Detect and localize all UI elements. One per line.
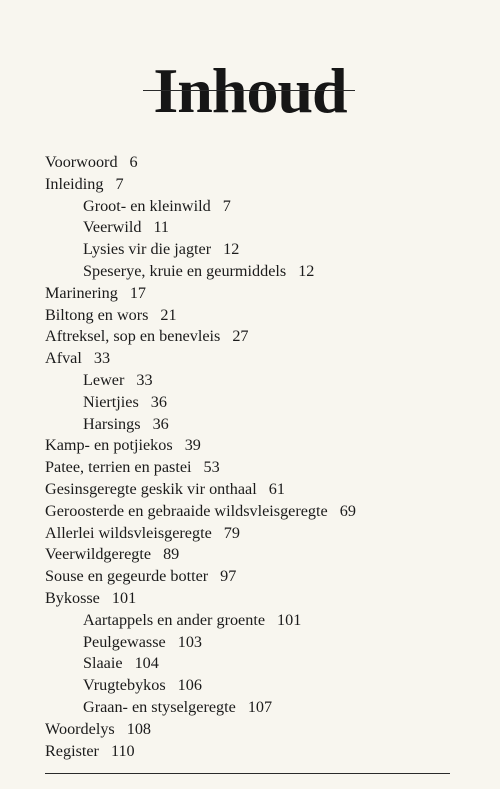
toc-entry-page-number: 17 — [129, 283, 147, 302]
toc-entry-page-number: 53 — [203, 458, 220, 477]
toc-entry-title: Inleiding — [45, 174, 104, 193]
toc-entry-title: Souse en gegeurde botter — [45, 567, 209, 586]
toc-entry — [45, 283, 485, 305]
toc-entry — [45, 544, 485, 566]
toc-entry-page-number: 12 — [298, 261, 315, 280]
toc-entry — [45, 675, 485, 697]
title-underline — [143, 90, 355, 91]
toc-entry-page-number: 27 — [232, 327, 249, 346]
toc-entry-page-number: 61 — [268, 479, 285, 498]
page-title: Inhoud — [153, 54, 347, 126]
toc-entry — [45, 435, 485, 457]
toc-entry-title: Aartappels en ander groente — [83, 610, 266, 629]
toc-entry-page-number: 21 — [160, 305, 177, 324]
toc-entry — [45, 457, 485, 479]
toc-entry-title: Graan- en styselgeregte — [83, 697, 236, 716]
toc-entry-title: Patee, terrien en pastei — [45, 458, 192, 477]
toc-entry — [45, 174, 485, 196]
toc-entry — [45, 653, 485, 675]
table-of-contents — [45, 152, 485, 762]
toc-entry — [45, 217, 485, 239]
toc-entry-page-number: 11 — [153, 218, 170, 237]
toc-entry-title: Register — [45, 741, 99, 760]
toc-entry-page-number: 106 — [177, 676, 202, 695]
toc-entry-page-number: 103 — [177, 632, 202, 651]
toc-entry-page-number: 107 — [247, 697, 273, 716]
toc-entry — [45, 741, 485, 763]
toc-entry — [45, 697, 485, 719]
toc-entry-title: Biltong en wors — [45, 305, 149, 324]
toc-entry-title: Groot- en kleinwild — [83, 196, 211, 215]
toc-entry — [45, 261, 485, 283]
toc-entry-page-number: 33 — [136, 370, 153, 389]
toc-entry-page-number: 6 — [129, 153, 138, 171]
toc-entry-page-number: 101 — [111, 588, 137, 607]
toc-entry-title: Veerwild — [83, 218, 142, 237]
toc-entry-page-number: 33 — [93, 349, 111, 368]
toc-entry — [45, 719, 485, 741]
toc-entry-page-number: 7 — [115, 174, 124, 193]
toc-entry-title: Harsings — [83, 414, 141, 433]
toc-entry — [45, 196, 485, 218]
toc-entry — [45, 610, 485, 632]
toc-entry-title: Peulgewasse — [83, 632, 166, 651]
toc-entry-page-number: 36 — [152, 414, 169, 433]
toc-entry-title: Marinering — [45, 283, 118, 302]
toc-entry-title: Speserye, kruie en geurmiddels — [83, 261, 287, 280]
toc-entry — [45, 501, 485, 523]
toc-entry — [45, 370, 485, 392]
toc-entry-title: Bykosse — [45, 588, 100, 607]
toc-entry-page-number: 89 — [163, 545, 180, 564]
toc-entry — [45, 152, 485, 174]
toc-entry-page-number: 97 — [220, 567, 237, 586]
toc-entry — [45, 588, 485, 610]
toc-entry-page-number: 108 — [126, 719, 152, 738]
toc-entry-title: Slaaie — [83, 654, 123, 673]
toc-entry — [45, 348, 485, 370]
toc-entry-title: Gesinsgeregte geskik vir onthaal — [45, 479, 257, 498]
bottom-divider — [45, 773, 450, 774]
toc-entry-page-number: 110 — [110, 741, 135, 760]
toc-entry-page-number: 104 — [134, 654, 159, 673]
toc-entry — [45, 566, 485, 588]
toc-entry-page-number: 79 — [223, 523, 240, 542]
toc-entry-title: Lysies vir die jagter — [83, 240, 212, 259]
toc-entry — [45, 523, 485, 545]
toc-entry-title: Kamp- en potjiekos — [45, 436, 173, 455]
toc-entry — [45, 239, 485, 261]
toc-entry — [45, 479, 485, 501]
toc-entry-page-number: 7 — [222, 196, 231, 215]
toc-entry-title: Afval — [45, 349, 82, 368]
toc-entry-title: Niertjies — [83, 392, 139, 411]
toc-entry-title: Geroosterde en gebraaide wildsvleisgeregte — [45, 501, 328, 520]
toc-entry-title: Lewer — [83, 370, 125, 389]
toc-entry-title: Allerlei wildsvleisgeregte — [45, 523, 212, 542]
toc-entry-page-number: 12 — [223, 240, 240, 259]
toc-entry-title: Aftreksel, sop en benevleis — [45, 327, 221, 346]
toc-entry — [45, 326, 485, 348]
toc-entry-title: Veerwildgeregte — [45, 545, 152, 564]
toc-entry-page-number: 101 — [277, 610, 302, 629]
toc-entry-title: Voorwoord — [45, 153, 118, 171]
toc-entry-title: Woordelys — [45, 719, 115, 738]
toc-entry-page-number: 39 — [184, 436, 201, 455]
toc-entry — [45, 305, 485, 327]
toc-entry — [45, 632, 485, 654]
toc-entry-title: Vrugtebykos — [83, 676, 166, 695]
toc-entry-page-number: 36 — [150, 392, 167, 411]
toc-entry — [45, 414, 485, 436]
toc-entry — [45, 392, 485, 414]
toc-entry-page-number: 69 — [339, 501, 356, 520]
